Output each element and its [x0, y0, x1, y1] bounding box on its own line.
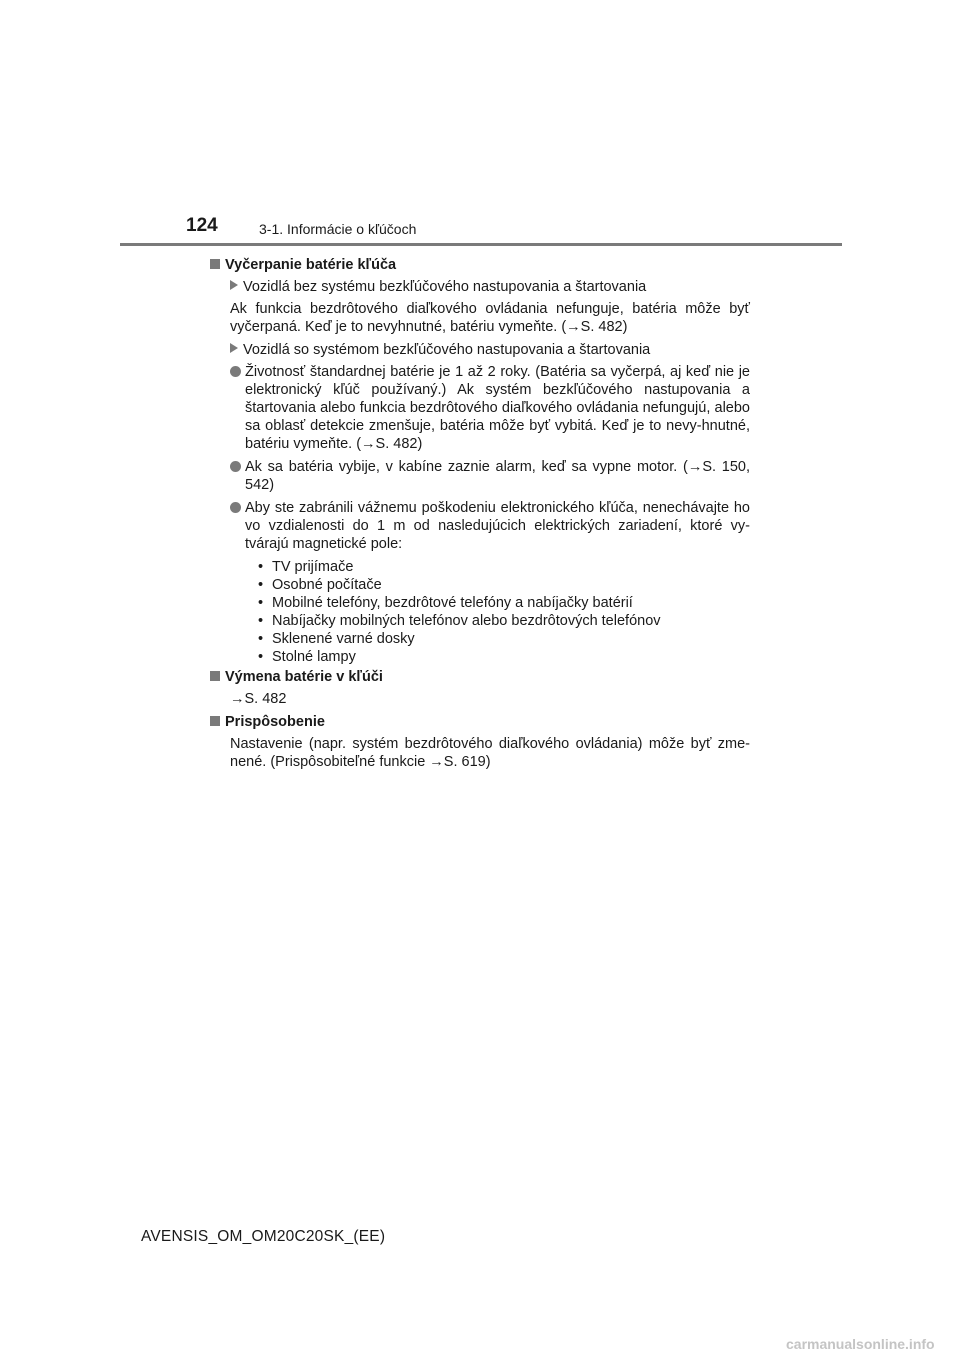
bullet-item — [230, 363, 750, 453]
bullet-text: Ak sa batéria vybije, v kabíne zaznie alarm, keď sa vypne motor. (→S. 150, 542) — [245, 459, 750, 493]
page-number: 124 — [186, 215, 218, 236]
list-item: • Mobilné telefóny, bezdrôtové telefóny a nabíjačky batérií — [258, 595, 633, 611]
paragraph-without-smart-entry: Ak funkcia bezdrôtového diaľkového ovládania nefunguje, batéria môže byť vyčerpaná. Keď je to nevyhnutné, batériu vymeňte. (→S. 482) — [230, 301, 750, 335]
list-item: • Sklenené varné dosky — [258, 631, 415, 647]
circle-bullet-icon — [230, 366, 241, 377]
bullet-item — [230, 458, 750, 494]
device-list — [230, 558, 750, 666]
subheading-without-smart-entry — [230, 278, 750, 296]
subheading-label: Vozidlá so systémom bezkľúčového nastupovania a štartovania — [243, 342, 651, 358]
list-item: • Stolné lampy — [258, 649, 356, 665]
triangle-bullet-icon — [230, 280, 238, 290]
footer-code: AVENSIS_OM_OM20C20SK_(EE) — [141, 1228, 386, 1245]
square-bullet-icon — [210, 259, 220, 269]
bullet-text: Aby ste zabránili vážnemu poškodeniu elektronického kľúča, nenechávajte ho vo vzdialenosti do 1 m od nasledujúcich elektrických zariadení, ktoré vy-tvárajú magnetické pole: — [245, 500, 750, 552]
bullet-text: Životnosť štandardnej batérie je 1 až 2 roky. (Batéria sa vyčerpá, aj keď nie je elektronický kľúč používaný.) Ak systém bezkľúčového nastupovania a štartovania alebo funkcia bezdrôtového diaľkového ovládania nefungujú, alebo sa oblasť detekcie zmenšuje, batéria môže byť vybitá. Keď je to nevy-hnutné, batériu vymeňte. (→S. 482) — [245, 364, 750, 452]
triangle-bullet-icon — [230, 343, 238, 353]
list-item: • Osobné počítače — [258, 577, 382, 593]
list-item: • TV prijímače — [258, 559, 354, 575]
customization-paragraph: Nastavenie (napr. systém bezdrôtového diaľkového ovládania) môže byť zme-nené. (Prispôsobiteľné funkcie →S. 619) — [230, 736, 750, 770]
page-content — [210, 256, 750, 776]
section-heading-battery-depletion — [210, 256, 750, 274]
page-reference: →S. 482 — [230, 691, 287, 707]
bullet-item — [230, 499, 750, 553]
square-bullet-icon — [210, 716, 220, 726]
section-heading-battery-replacement — [210, 668, 750, 686]
square-bullet-icon — [210, 671, 220, 681]
section-heading-customization — [210, 713, 750, 731]
watermark-logo: carmanualsonline.info — [786, 1336, 935, 1352]
section-body-battery-depletion — [210, 278, 750, 666]
chapter-title: 3-1. Informácie o kľúčoch — [259, 221, 417, 237]
subheading-label: Vozidlá bez systému bezkľúčového nastupovania a štartovania — [243, 279, 647, 295]
circle-bullet-icon — [230, 461, 241, 472]
subheading-with-smart-entry — [230, 341, 750, 359]
list-item: • Nabíjačky mobilných telefónov alebo bezdrôtových telefónov — [258, 613, 661, 629]
header-divider — [120, 243, 842, 246]
circle-bullet-icon — [230, 502, 241, 513]
section-title: Výmena batérie v kľúči — [225, 669, 383, 685]
section-title: Prispôsobenie — [225, 714, 325, 730]
section-title: Vyčerpanie batérie kľúča — [225, 257, 397, 273]
